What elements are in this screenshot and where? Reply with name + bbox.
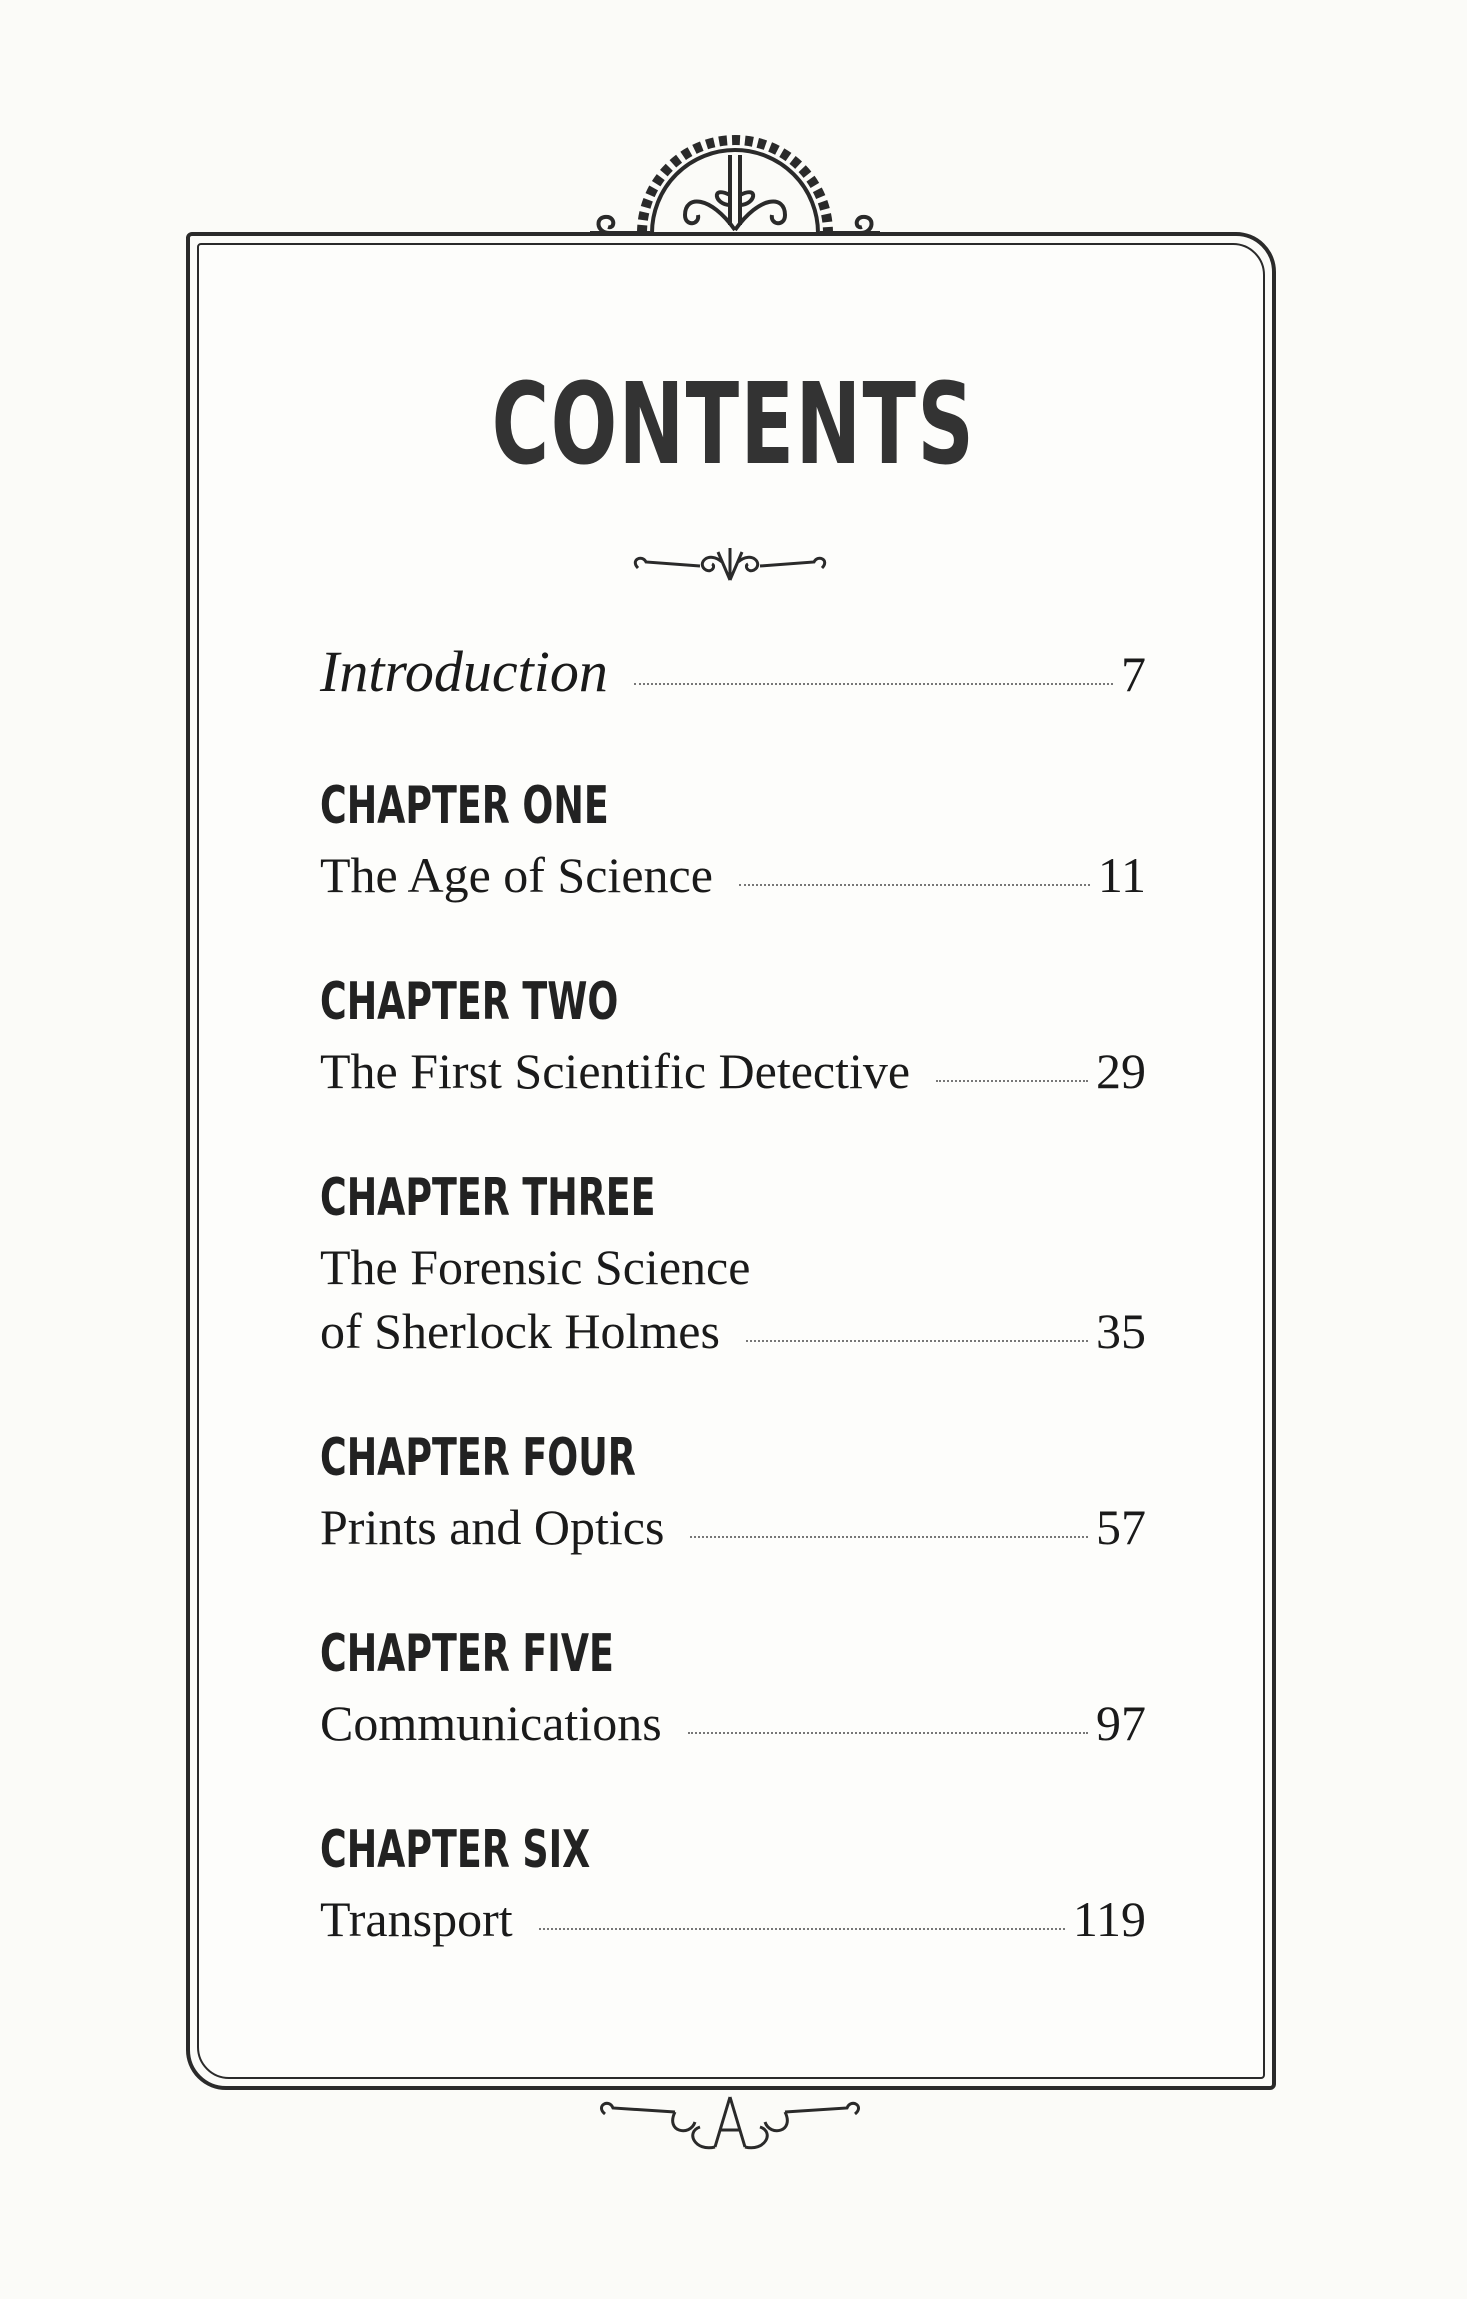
dot-leader — [936, 1080, 1088, 1082]
dot-leader — [688, 1732, 1088, 1734]
toc-entry-introduction[interactable]: Introduction 7 — [320, 639, 1146, 704]
page-title: CONTENTS — [491, 360, 976, 490]
chapter-label: CHAPTER THREE — [320, 1168, 656, 1228]
page-number: 97 — [1096, 1695, 1146, 1751]
page-number: 11 — [1097, 847, 1146, 903]
page-number: 7 — [1121, 646, 1146, 702]
toc-entry-chapter-four[interactable]: Prints and Optics 57 — [320, 1499, 1146, 1555]
chapter-label: CHAPTER FOUR — [320, 1428, 636, 1488]
dot-leader — [539, 1928, 1065, 1930]
chapter-label: CHAPTER ONE — [320, 776, 609, 836]
toc-entry-chapter-one[interactable]: The Age of Science 11 — [320, 847, 1146, 903]
page-number: 35 — [1096, 1303, 1146, 1359]
chapter-title-line: The Forensic Science — [320, 1239, 751, 1295]
dot-leader — [746, 1340, 1088, 1342]
dot-leader — [739, 884, 1090, 886]
toc-entry-chapter-six[interactable]: Transport 119 — [320, 1891, 1146, 1947]
chapter-label: CHAPTER SIX — [320, 1820, 591, 1880]
toc-entry-chapter-five[interactable]: Communications 97 — [320, 1695, 1146, 1751]
flourish-divider-icon — [630, 540, 830, 590]
bottom-flourish-icon — [595, 2092, 865, 2162]
page-number: 119 — [1072, 1891, 1146, 1947]
gear-ornament-icon — [590, 135, 880, 235]
chapter-label: CHAPTER TWO — [320, 972, 619, 1032]
chapter-label: CHAPTER FIVE — [320, 1624, 614, 1684]
toc-entry-chapter-two[interactable]: The First Scientific Detective 29 — [320, 1043, 1146, 1099]
page-number: 29 — [1096, 1043, 1146, 1099]
dot-leader — [690, 1536, 1088, 1538]
page-frame-inner — [197, 243, 1265, 2079]
page-number: 57 — [1096, 1499, 1146, 1555]
toc-entry-chapter-three[interactable]: of Sherlock Holmes 35 — [320, 1303, 1146, 1359]
dot-leader — [634, 683, 1113, 685]
